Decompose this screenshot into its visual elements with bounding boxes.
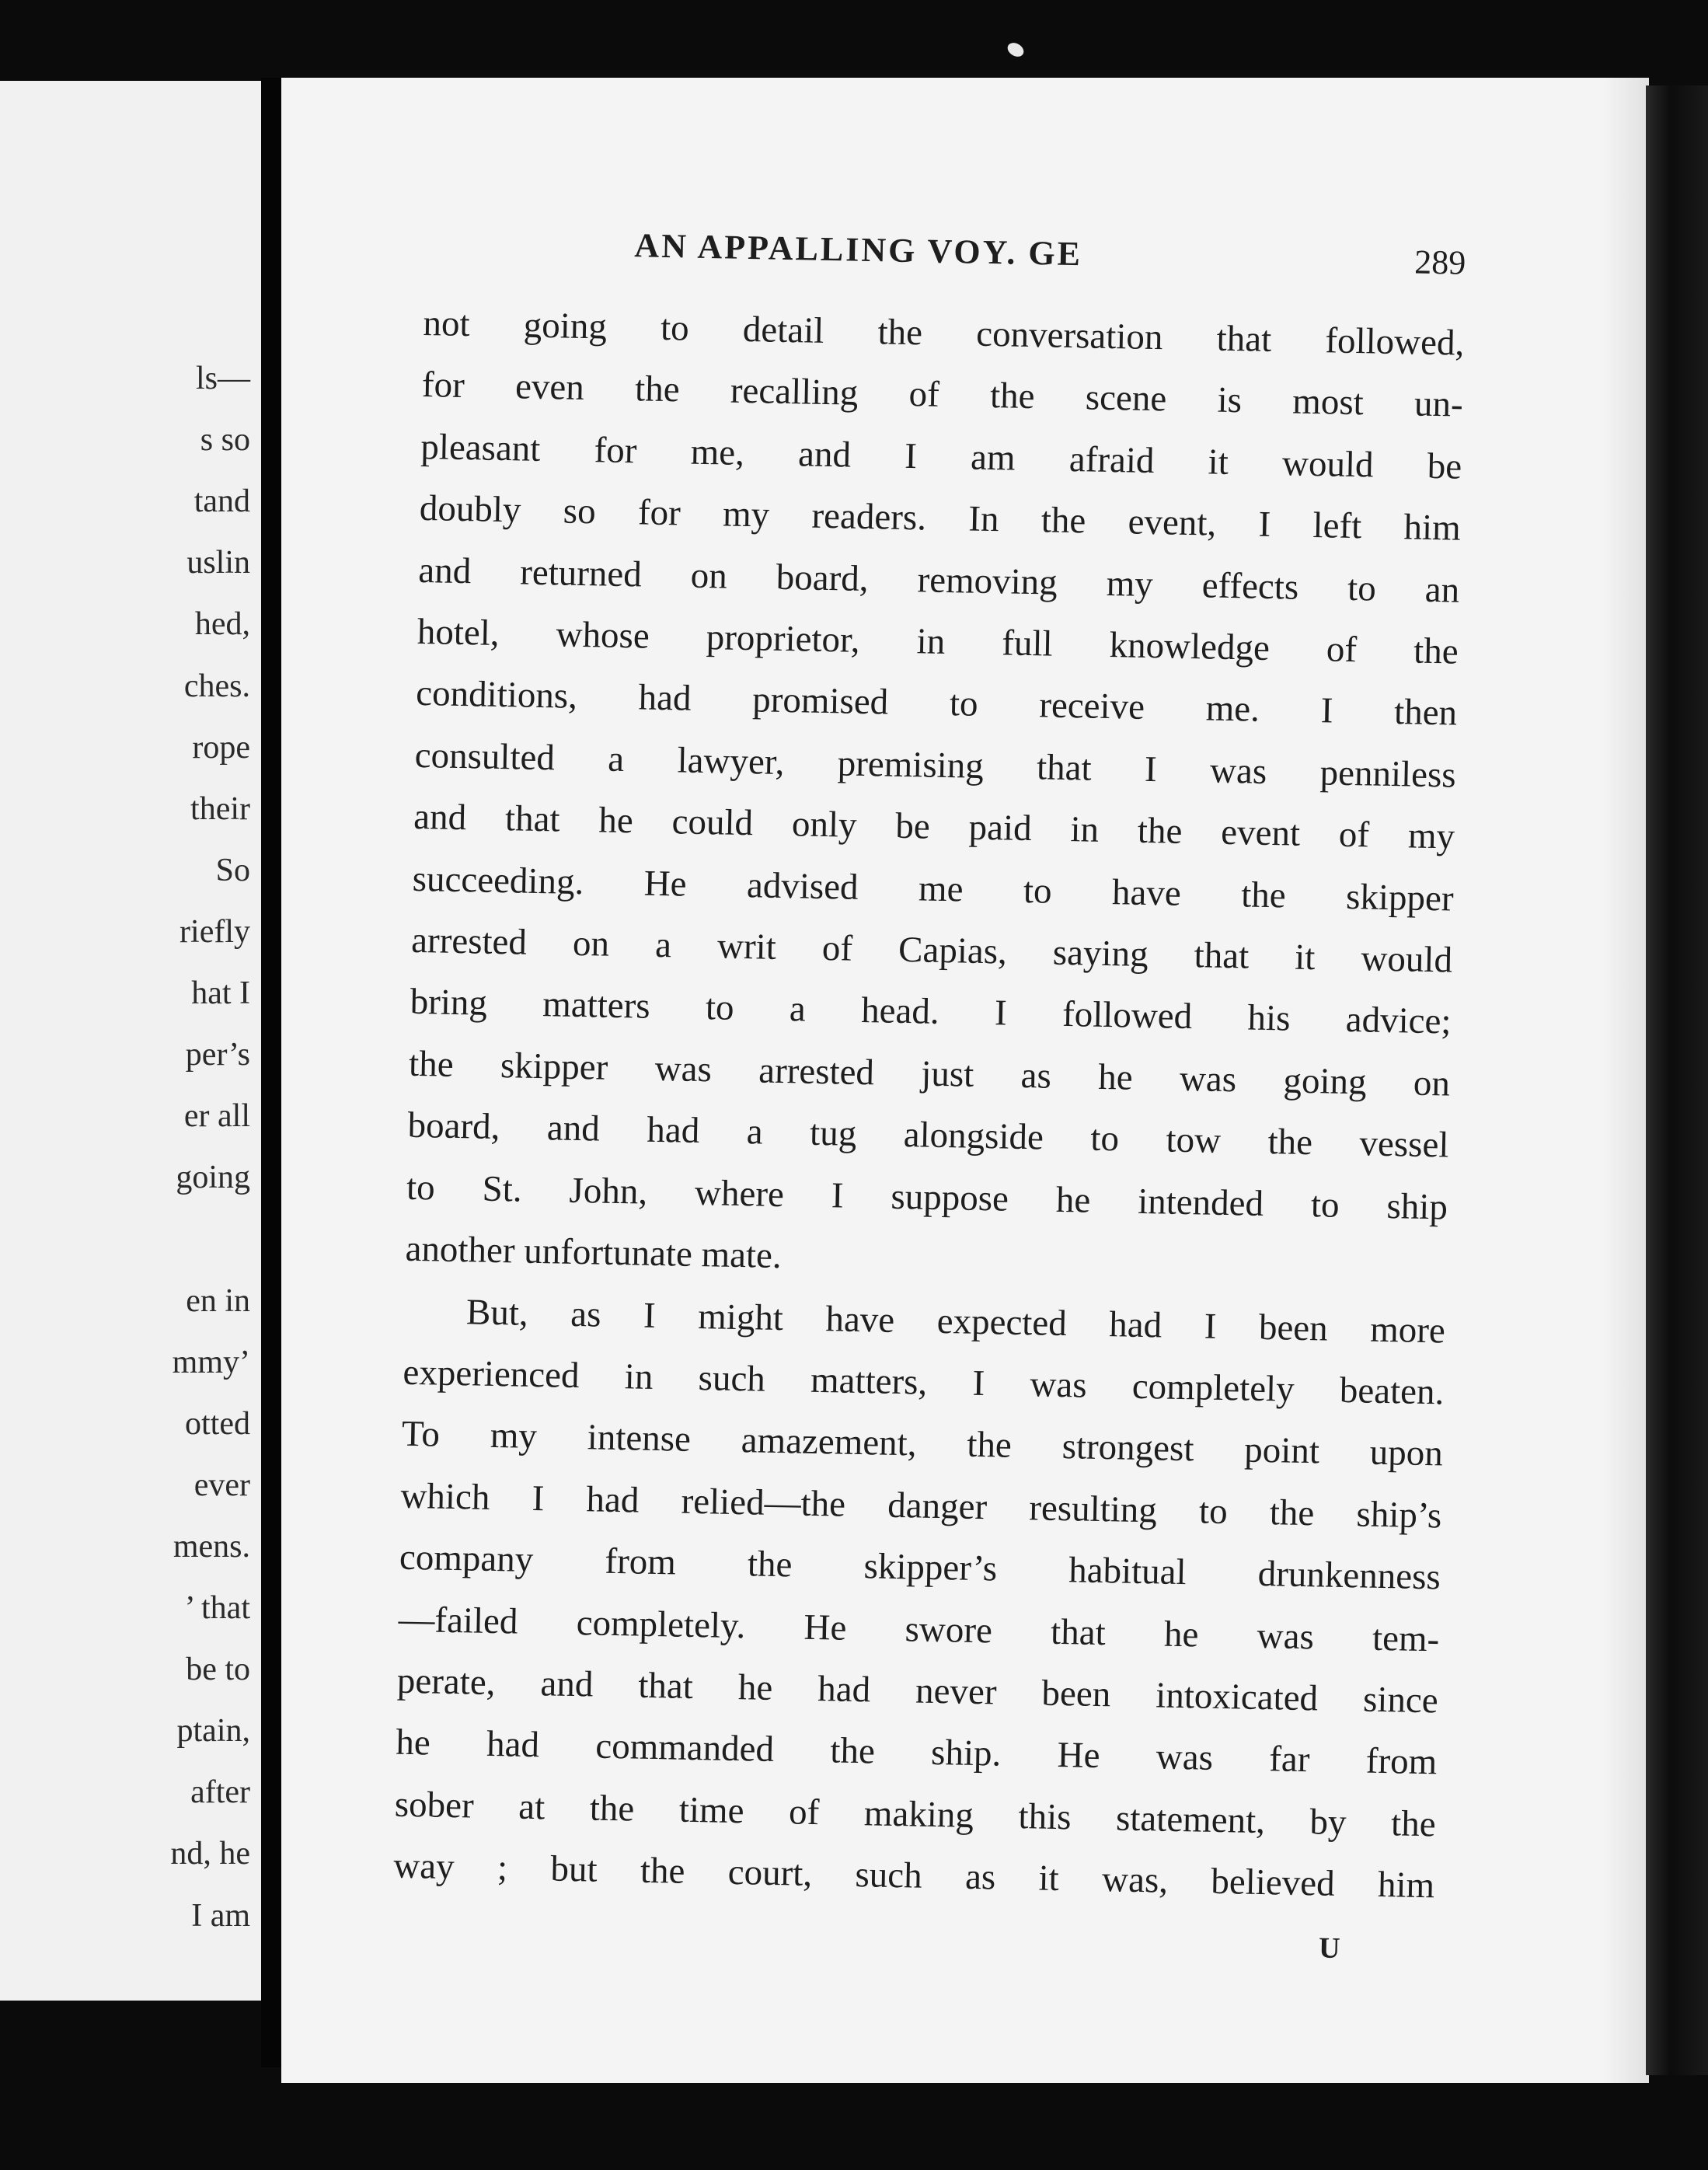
- facing-page-line-fragment: going: [176, 1160, 250, 1196]
- text-line: experienced in such matters, I was completely beaten.: [403, 1352, 1445, 1413]
- facing-page-line-fragment: per’s: [185, 1037, 250, 1073]
- facing-page-line-fragment: mens.: [173, 1528, 250, 1565]
- facing-page-line-fragment: uslin: [186, 545, 250, 581]
- text-line: bring matters to a head. I followed his advice;: [410, 982, 1452, 1043]
- facing-page-line-fragment: rope: [192, 729, 250, 766]
- text-line: hotel, whose proprietor, in full knowledge of the: [417, 611, 1459, 672]
- book-binding-edge: [1646, 85, 1708, 2075]
- page-edge-shadow: [1602, 78, 1649, 2083]
- facing-page-line-fragment: s so: [200, 422, 250, 459]
- text-line: perate, and that he had never been intoxicated since: [396, 1660, 1439, 1722]
- facing-page-line-fragment: tand: [193, 483, 250, 520]
- facing-page-line-fragment: after: [190, 1774, 250, 1811]
- text-line: to St. John, where I suppose he intended to ship: [406, 1167, 1448, 1228]
- text-line: he had commanded the ship. He was far from: [395, 1722, 1438, 1783]
- text-line: arrested on a writ of Capias, saying that it would: [410, 919, 1453, 981]
- running-head-title: AN APPALLING VOY. GE: [633, 226, 1083, 274]
- facing-page-line-fragment: So: [215, 852, 250, 888]
- facing-page-line-fragment: ’ that: [184, 1590, 250, 1626]
- text-line: sober at the time of making this statement, by the: [394, 1784, 1437, 1845]
- text-line: company from the skipper’s habitual drunkenness: [399, 1537, 1441, 1598]
- text-line: way ; but the court, such as it was, believed him: [392, 1845, 1435, 1907]
- facing-page: [0, 81, 263, 2001]
- page-text-block: [392, 222, 1466, 1973]
- text-line: another unfortunate mate.: [405, 1228, 783, 1277]
- text-line: conditions, had promised to receive me. I then: [415, 673, 1458, 734]
- facing-page-line-fragment: mmy’: [172, 1344, 250, 1380]
- facing-page-line-fragment: en in: [186, 1282, 250, 1319]
- text-line: board, and had a tug alongside to tow the vessel: [407, 1105, 1449, 1166]
- facing-page-line-fragment: ches.: [183, 668, 250, 704]
- text-line: doubly so for my readers. In the event, I left him: [419, 488, 1462, 549]
- facing-page-line-fragment: hed,: [194, 606, 250, 643]
- text-line: and returned on board, removing my effects to an: [417, 549, 1460, 611]
- text-line: To my intense amazement, the strongest point upon: [401, 1414, 1444, 1474]
- facing-page-line-fragment: their: [190, 790, 250, 827]
- scan-dust-speck: [1005, 40, 1026, 60]
- paragraph: [393, 1280, 1446, 1917]
- text-line: —failed completely. He swore that he was tem-: [397, 1599, 1440, 1659]
- paragraph: [405, 293, 1465, 1300]
- facing-page-line-fragment: ls—: [195, 361, 250, 396]
- book-gutter: [261, 78, 281, 2067]
- text-line: for even the recalling of the scene is most un-: [421, 365, 1464, 426]
- main-page: [281, 78, 1649, 2083]
- signature-mark: U: [1318, 1931, 1340, 1965]
- facing-page-line-fragment: ptain,: [176, 1713, 250, 1750]
- text-line: the skipper was arrested just as he was going on: [408, 1043, 1451, 1104]
- text-line: which I had relied—the danger resulting to the ship’s: [400, 1475, 1442, 1537]
- text-line: But, as I might have expected had I been more: [465, 1291, 1446, 1351]
- page-number: 289: [1413, 242, 1466, 282]
- text-line: not going to detail the conversation that followed,: [422, 302, 1465, 364]
- text-line: and that he could only be paid in the event of my: [413, 797, 1455, 857]
- facing-page-line-fragment: be to: [186, 1652, 250, 1688]
- text-line: consulted a lawyer, premising that I was penniless: [414, 734, 1457, 796]
- facing-page-line-fragment: ever: [193, 1467, 250, 1503]
- facing-page-line-fragment: riefly: [180, 913, 250, 950]
- running-head: [424, 222, 1466, 296]
- facing-page-line-fragment: nd, he: [170, 1836, 250, 1872]
- facing-page-line-fragment: er all: [183, 1098, 250, 1135]
- facing-page-line-fragment: otted: [185, 1405, 250, 1442]
- facing-page-line-fragment: hat I: [191, 975, 250, 1011]
- text-line: pleasant for me, and I am afraid it would be: [420, 426, 1462, 487]
- facing-page-line-fragment: I am: [191, 1897, 250, 1934]
- text-line: succeeding. He advised me to have the skipper: [412, 858, 1455, 919]
- body-text: [393, 293, 1465, 1917]
